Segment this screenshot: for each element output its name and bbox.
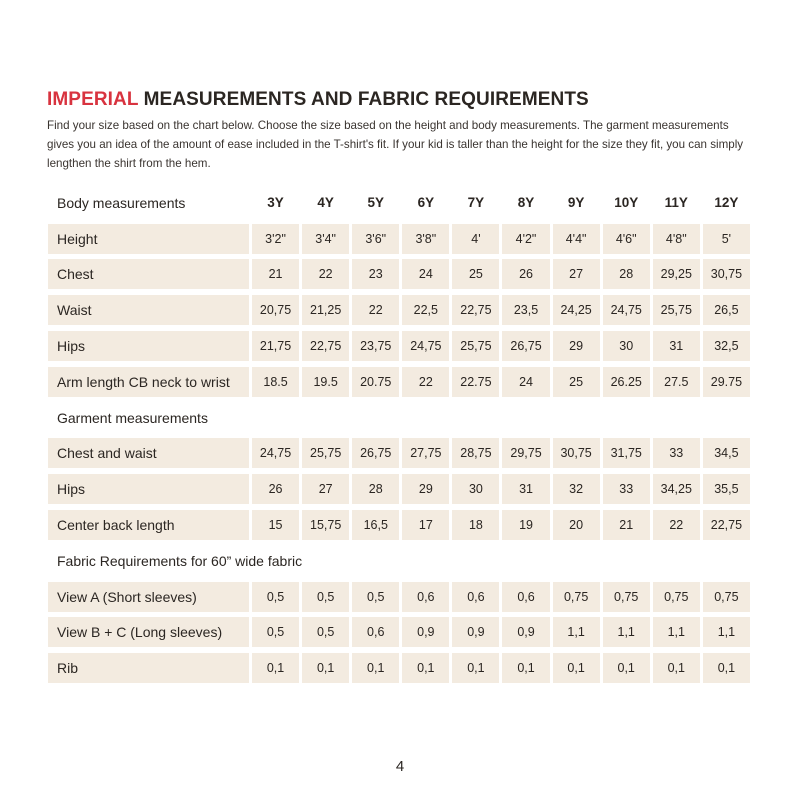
table-cell: 25,75: [653, 295, 700, 325]
table-cell: 1,1: [703, 617, 750, 647]
table-cell: 5': [703, 224, 750, 254]
table-cell: 22: [302, 259, 349, 289]
table-cell: 32,5: [703, 331, 750, 361]
table-cell: 16,5: [352, 510, 399, 540]
row-label: Body measurements: [57, 194, 186, 211]
table-row: [48, 579, 753, 615]
table-cell: 30: [452, 474, 499, 504]
table-cell: 18.5: [252, 367, 299, 397]
table-cell: 26: [502, 259, 549, 289]
table-row: [48, 292, 753, 328]
table-cell: 3'4": [302, 224, 349, 254]
table-cell: 31: [502, 474, 549, 504]
table-cell: 26: [252, 474, 299, 504]
table-cell: 24,75: [603, 295, 650, 325]
table-cell: 0,9: [502, 617, 549, 647]
table-cell: 29,75: [502, 438, 549, 468]
table-cell: 18: [452, 510, 499, 540]
table-cell: 0,1: [302, 653, 349, 683]
table-cell: 17: [402, 510, 449, 540]
table-cell: 22,75: [703, 510, 750, 540]
table-cell: 21: [252, 259, 299, 289]
row-label: Hips: [48, 474, 249, 504]
table-cell: 1,1: [653, 617, 700, 647]
table-cell: 3Y: [267, 195, 284, 211]
table-cell: 0,1: [252, 653, 299, 683]
table-cell: 25,75: [302, 438, 349, 468]
table-cell: 0,1: [703, 653, 750, 683]
table-cell: 34,5: [703, 438, 750, 468]
page-title: [47, 89, 589, 111]
table-cell: 29.75: [703, 367, 750, 397]
table-cell: 1,1: [553, 617, 600, 647]
table-row: [48, 436, 753, 472]
table-cell: 23: [352, 259, 399, 289]
table-cell: 29,25: [653, 259, 700, 289]
table-cell: 28,75: [452, 438, 499, 468]
table-cell: 0,75: [553, 582, 600, 612]
row-label: Fabric Requirements for 60” wide fabric: [57, 552, 303, 569]
table-cell: 0,1: [553, 653, 600, 683]
table-cell: 0,5: [252, 617, 299, 647]
table-cell: 0,5: [252, 582, 299, 612]
table-cell: 30,75: [553, 438, 600, 468]
table-cell: 27.5: [653, 367, 700, 397]
table-cell: 22,75: [452, 295, 499, 325]
table-cell: 0,6: [452, 582, 499, 612]
table-cell: 3'6": [352, 224, 399, 254]
table-cell: 25: [553, 367, 600, 397]
table-cell: 15,75: [302, 510, 349, 540]
table-cell: 8Y: [517, 195, 535, 211]
table-cell: 0,5: [352, 582, 399, 612]
table-cell: 24: [502, 367, 549, 397]
table-cell: 0,9: [402, 617, 449, 647]
table-cell: 24,75: [402, 331, 449, 361]
table-row: [48, 221, 753, 257]
table-cell: 4'4": [553, 224, 600, 254]
table-cell: 21: [603, 510, 650, 540]
table-cell: 32: [553, 474, 600, 504]
row-label: Rib: [48, 653, 249, 683]
table-row: [48, 364, 753, 400]
table-cell: 0,1: [352, 653, 399, 683]
table-cell: 10Y: [614, 195, 639, 211]
table-cell: 20,75: [252, 295, 299, 325]
table-cell: 30: [603, 331, 650, 361]
table-cell: 24,25: [553, 295, 600, 325]
table-cell: 12Y: [714, 195, 739, 211]
table-cell: 23,5: [502, 295, 549, 325]
intro-paragraph: Find your size based on the chart below. Choose the size based on the height and body measurements. The garment measurements gives you an idea of the amount of ease included in the T-shirt's fit. If your kid is taller than the height for the size they fit, you can simply lengthen the shirt from the hem.: [47, 119, 744, 170]
table-cell: 22: [653, 510, 700, 540]
row-label: Garment measurements: [57, 409, 208, 426]
page-number: 4: [395, 758, 405, 775]
table-cell: 27: [553, 259, 600, 289]
row-label: Center back length: [48, 510, 249, 540]
table-cell: 24,75: [252, 438, 299, 468]
table-cell: 3'2": [252, 224, 299, 254]
table-cell: 4'2": [502, 224, 549, 254]
table-cell: 0,75: [653, 582, 700, 612]
table-cell: 21,25: [302, 295, 349, 325]
table-cell: 0,75: [703, 582, 750, 612]
table-cell: 0,5: [302, 582, 349, 612]
table-row: [48, 650, 753, 686]
title-rest: MEASUREMENTS AND FABRIC REQUIREMENTS: [138, 89, 589, 110]
table-cell: 19.5: [302, 367, 349, 397]
table-cell: 0,1: [603, 653, 650, 683]
row-label: Waist: [48, 295, 249, 325]
table-cell: 33: [603, 474, 650, 504]
table-cell: 35,5: [703, 474, 750, 504]
table-cell: 22,75: [302, 331, 349, 361]
table-cell: 31: [653, 331, 700, 361]
table-cell: 22: [352, 295, 399, 325]
table-cell: 22: [402, 367, 449, 397]
row-label: Chest: [48, 259, 249, 289]
table-cell: 0,6: [502, 582, 549, 612]
table-cell: 28: [603, 259, 650, 289]
row-label: Height: [48, 224, 249, 254]
table-cell: 0,1: [502, 653, 549, 683]
table-row: [48, 507, 753, 543]
table-cell: 19: [502, 510, 549, 540]
row-label: View B + C (Long sleeves): [48, 617, 249, 647]
table-cell: 24: [402, 259, 449, 289]
table-row: [48, 615, 753, 651]
table-cell: 31,75: [603, 438, 650, 468]
table-cell: 0,75: [603, 582, 650, 612]
table-cell: 6Y: [417, 195, 435, 211]
table-cell: 30,75: [703, 259, 750, 289]
table-cell: 20.75: [352, 367, 399, 397]
table-cell: 0,6: [402, 582, 449, 612]
table-row: [48, 257, 753, 293]
row-label: View A (Short sleeves): [48, 582, 249, 612]
row-label: Chest and waist: [48, 438, 249, 468]
table-cell: 29: [553, 331, 600, 361]
table-cell: 4'6": [603, 224, 650, 254]
table-cell: 22.75: [452, 367, 499, 397]
section-heading-fabric: [48, 543, 753, 579]
table-cell: 1,1: [603, 617, 650, 647]
table-cell: 29: [402, 474, 449, 504]
table-cell: 21,75: [252, 331, 299, 361]
table-cell: 15: [252, 510, 299, 540]
table-cell: 0,9: [452, 617, 499, 647]
table-cell: 28: [352, 474, 399, 504]
section-heading-garment: [48, 400, 753, 436]
table-cell: 4': [452, 224, 499, 254]
table-cell: 26,5: [703, 295, 750, 325]
table-cell: 11Y: [664, 195, 688, 211]
table-cell: 34,25: [653, 474, 700, 504]
table-cell: 20: [553, 510, 600, 540]
table-cell: 23,75: [352, 331, 399, 361]
table-cell: 0,1: [402, 653, 449, 683]
table-cell: 0,1: [653, 653, 700, 683]
table-cell: 0,6: [352, 617, 399, 647]
table-cell: 4'8": [653, 224, 700, 254]
table-cell: 26,75: [352, 438, 399, 468]
table-cell: 22,5: [402, 295, 449, 325]
table-cell: 25,75: [452, 331, 499, 361]
table-cell: 7Y: [467, 195, 485, 211]
table-cell: 0,5: [302, 617, 349, 647]
table-cell: 9Y: [567, 195, 585, 211]
table-cell: 33: [653, 438, 700, 468]
title-accent: IMPERIAL: [47, 89, 139, 110]
table-cell: 0,1: [452, 653, 499, 683]
table-header-row: [48, 185, 753, 221]
row-label: Arm length CB neck to wrist: [48, 367, 249, 397]
table-cell: 27,75: [402, 438, 449, 468]
table-row: [48, 471, 753, 507]
table-cell: 4Y: [317, 195, 334, 211]
table-cell: 26,75: [502, 331, 549, 361]
table-cell: 27: [302, 474, 349, 504]
table-row: [48, 328, 753, 364]
table-cell: 26.25: [603, 367, 650, 397]
size-chart-table: [48, 185, 753, 686]
table-cell: 3'8": [402, 224, 449, 254]
table-cell: 5Y: [367, 195, 384, 211]
row-label: Hips: [48, 331, 249, 361]
table-cell: 25: [452, 259, 499, 289]
